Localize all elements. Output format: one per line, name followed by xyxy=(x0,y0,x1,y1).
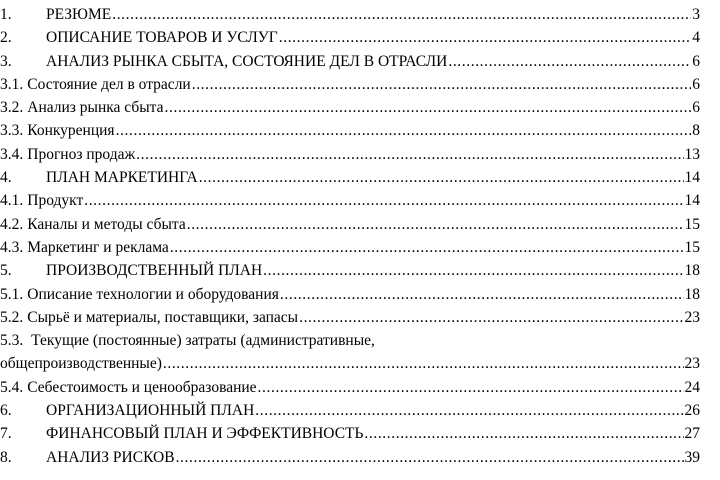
dot-leader xyxy=(187,213,684,236)
dot-leader xyxy=(258,376,684,399)
toc-number: 4. xyxy=(0,169,12,187)
toc-title: Продукт xyxy=(27,192,84,210)
toc-page-number: 6 xyxy=(692,75,700,93)
toc-title-part-1: Текущие (постоянные) затраты (административные, xyxy=(31,332,375,350)
toc-number: 8. xyxy=(0,448,12,466)
toc-number: 3. xyxy=(0,52,12,70)
toc-page-number: 23 xyxy=(684,308,700,326)
toc-number: 7. xyxy=(0,425,12,443)
toc-entry-3-1[interactable] xyxy=(0,73,700,96)
toc-title: Состояние дел в отрасли xyxy=(27,75,191,93)
toc-entry-8[interactable] xyxy=(0,446,700,469)
toc-number: 3.2. xyxy=(0,99,24,117)
toc-page-number: 14 xyxy=(684,192,700,210)
toc-entry-5-4[interactable] xyxy=(0,376,700,399)
dot-leader xyxy=(263,259,683,282)
toc-entry-4-3[interactable] xyxy=(0,236,700,259)
dot-leader xyxy=(299,306,683,329)
toc-title: Анализ рынка сбыта xyxy=(27,99,164,117)
toc-title: ФИНАНСОВЫЙ ПЛАН И ЭФФЕКТИВНОСТЬ xyxy=(46,425,364,443)
dot-leader xyxy=(448,50,691,73)
toc-number: 5.3. xyxy=(0,332,24,350)
toc-number: 3.3. xyxy=(0,122,24,140)
toc-page-number: 26 xyxy=(684,402,700,420)
toc-entry-3-2[interactable] xyxy=(0,96,700,119)
toc-number: 5. xyxy=(0,262,12,280)
toc-entry-4-2[interactable] xyxy=(0,213,700,236)
toc-number: 4.1. xyxy=(0,192,24,210)
toc-entry-4[interactable] xyxy=(0,166,700,189)
dot-leader xyxy=(165,96,692,119)
toc-page-number: 3 xyxy=(692,6,700,23)
toc-page-number: 15 xyxy=(684,215,700,233)
toc-number: 3.4. xyxy=(0,145,24,163)
toc-title: Каналы и методы сбыта xyxy=(27,215,186,233)
toc-entry-6[interactable] xyxy=(0,399,700,422)
toc-page-number: 14 xyxy=(684,169,700,187)
toc-number: 6. xyxy=(0,402,12,420)
toc-page-number: 6 xyxy=(692,52,700,70)
toc-title: ПРОИЗВОДСТВЕННЫЙ ПЛАН xyxy=(46,262,263,280)
dot-leader xyxy=(199,166,684,189)
toc-page-number: 4 xyxy=(692,29,700,47)
toc-page-number: 23 xyxy=(684,355,700,373)
toc-title: РЕЗЮМЕ xyxy=(46,6,112,23)
toc-title: Описание технологии и оборудования xyxy=(27,285,279,303)
toc-entry-5-1[interactable] xyxy=(0,283,700,306)
dot-leader xyxy=(116,119,692,142)
toc-entry-5-2[interactable] xyxy=(0,306,700,329)
toc-title-first-line xyxy=(0,329,700,352)
dot-leader xyxy=(163,352,684,375)
toc-number: 3.1. xyxy=(0,75,24,93)
toc-entry-2[interactable] xyxy=(0,26,700,49)
toc-entry-4-1[interactable] xyxy=(0,189,700,212)
toc-entry-3-4[interactable] xyxy=(0,143,700,166)
dot-leader xyxy=(364,422,683,445)
toc-entry-7[interactable] xyxy=(0,422,700,445)
toc-number: 4.3. xyxy=(0,238,24,256)
toc-title: Маркетинг и реклама xyxy=(27,238,169,256)
toc-entry-1[interactable] xyxy=(0,3,700,26)
toc-page-number: 24 xyxy=(684,378,700,396)
dot-leader xyxy=(279,26,692,49)
toc-title: Конкуренция xyxy=(27,122,115,140)
toc-entry-3[interactable] xyxy=(0,50,700,73)
toc-title: ОПИСАНИЕ ТОВАРОВ И УСЛУГ xyxy=(46,29,278,47)
toc-title: Прогноз продаж xyxy=(27,145,136,163)
dot-leader xyxy=(170,236,684,259)
toc-title-part-2: общепроизводственные) xyxy=(0,355,162,373)
toc-number: 1. xyxy=(0,6,12,23)
toc-page-number: 39 xyxy=(684,448,700,466)
toc-page-number: 8 xyxy=(692,122,700,140)
toc-entry-3-3[interactable] xyxy=(0,119,700,142)
toc-number: 5.1. xyxy=(0,285,24,303)
dot-leader xyxy=(192,73,692,96)
dot-leader xyxy=(136,143,683,166)
toc-title: Себестоимость и ценообразование xyxy=(27,378,257,396)
dot-leader xyxy=(255,399,683,422)
toc-title: АНАЛИЗ РЫНКА СБЫТА, СОСТОЯНИЕ ДЕЛ В ОТРАСЛИ xyxy=(46,52,448,70)
table-of-contents xyxy=(0,3,700,469)
toc-number: 5.4. xyxy=(0,378,24,396)
toc-number: 5.2. xyxy=(0,308,24,326)
toc-page-number: 15 xyxy=(684,238,700,256)
dot-leader xyxy=(176,446,684,469)
toc-title: Сырьё и материалы, поставщики, запасы xyxy=(27,308,299,326)
toc-page-number: 18 xyxy=(684,285,700,303)
toc-page-number: 6 xyxy=(692,99,700,117)
toc-title-second-line xyxy=(0,352,700,375)
toc-title: АНАЛИЗ РИСКОВ xyxy=(46,448,175,466)
toc-entry-5[interactable] xyxy=(0,259,700,282)
dot-leader xyxy=(112,3,691,26)
toc-number: 2. xyxy=(0,29,12,47)
toc-title: ПЛАН МАРКЕТИНГА xyxy=(46,169,198,187)
toc-page-number: 27 xyxy=(684,425,700,443)
dot-leader xyxy=(84,189,683,212)
toc-entry-5-3[interactable] xyxy=(0,329,700,376)
toc-page-number: 18 xyxy=(684,262,700,280)
toc-page-number: 13 xyxy=(684,145,700,163)
toc-title: ОРГАНИЗАЦИОННЫЙ ПЛАН xyxy=(46,402,255,420)
toc-number: 4.2. xyxy=(0,215,24,233)
dot-leader xyxy=(280,283,684,306)
